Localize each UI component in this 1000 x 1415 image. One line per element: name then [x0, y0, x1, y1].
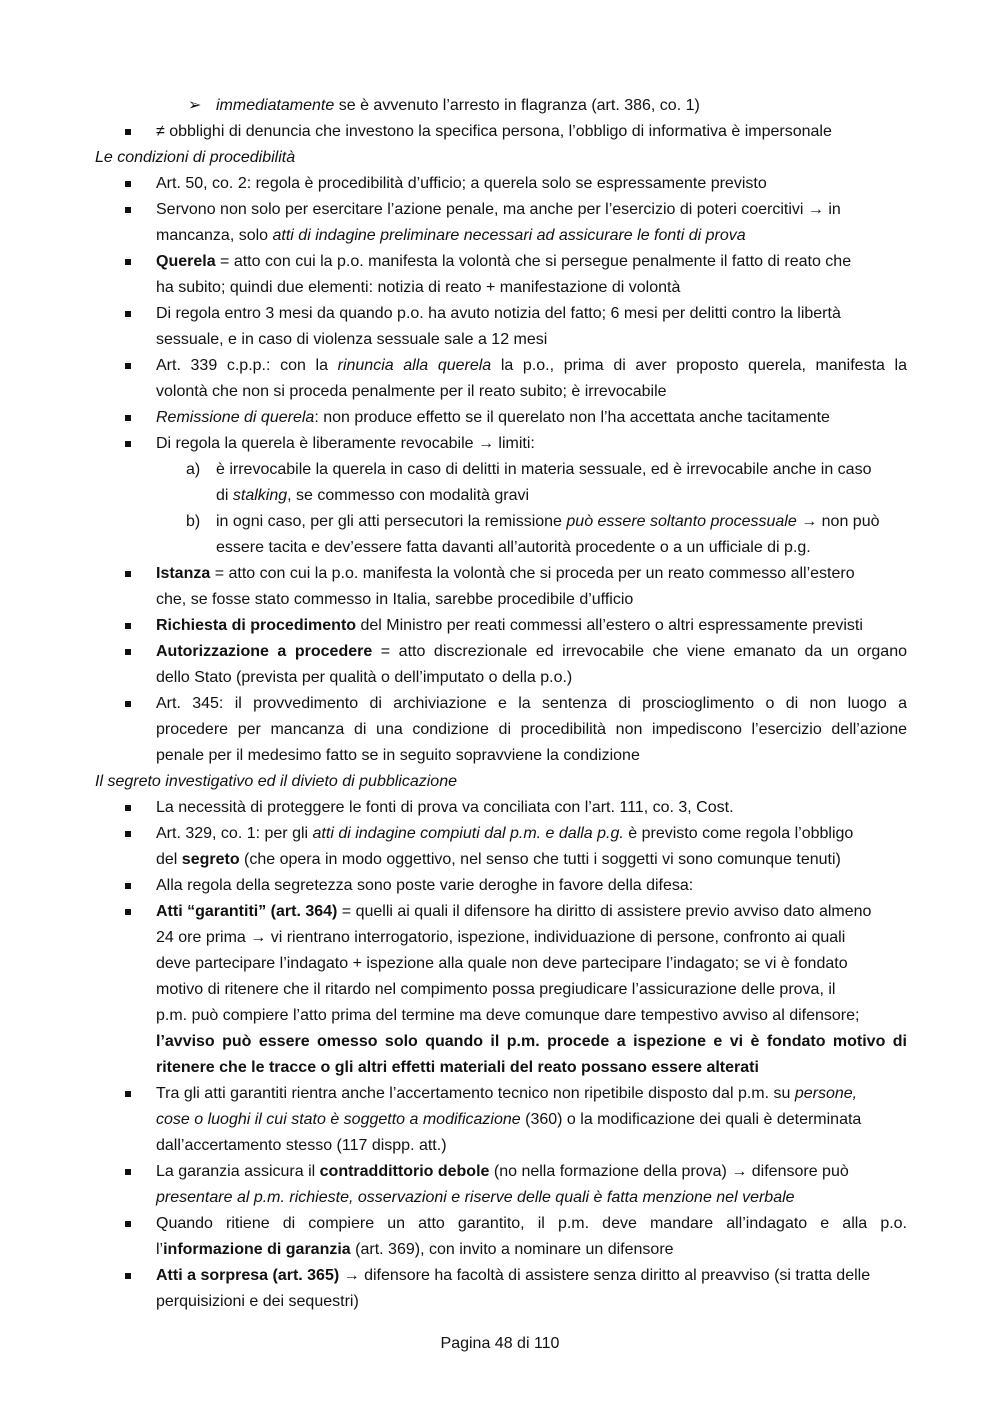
text-run: ha subito; quindi due elementi: notizia di reato + manifestazione di volontà	[156, 279, 681, 296]
bullet-continuation	[95, 1185, 907, 1211]
text-run: che, se fosse stato commesso in Italia, sarebbe procedibile d’ufficio	[156, 591, 634, 608]
bullet-continuation	[95, 717, 907, 743]
lettered-continuation	[95, 483, 907, 509]
bullet-continuation	[95, 1003, 907, 1029]
bullet-continuation	[95, 977, 907, 1003]
text-run: mancanza, solo	[156, 227, 273, 244]
text-run: Alla regola della segretezza sono poste varie deroghe in favore della difesa:	[156, 877, 694, 894]
square-bullet-icon	[125, 909, 131, 915]
square-bullet-icon	[125, 701, 131, 707]
bullet-item	[95, 691, 907, 717]
page-footer: Pagina 48 di 110	[440, 1335, 560, 1352]
bullet-item	[95, 821, 907, 847]
bold-text: l’avviso può essere omesso solo quando il p.m. procede a ispezione e vi è fondato motivo di	[156, 1033, 907, 1050]
bold-text: Autorizzazione a procedere	[156, 643, 373, 660]
text-run: motivo di ritenere che il ritardo nel compimento possa pregiudicare l’assicurazione delle prova, il	[156, 981, 836, 998]
bullet-continuation	[95, 1133, 907, 1159]
bullet-continuation	[95, 847, 907, 873]
square-bullet-icon	[125, 181, 131, 187]
bullet-continuation	[95, 587, 907, 613]
text-run: volontà che non si proceda penalmente per il reato subito; è irrevocabile	[156, 383, 667, 400]
italic-text: Remissione di querela	[156, 409, 315, 426]
bullet-item	[95, 639, 907, 665]
bullet-continuation	[95, 743, 907, 769]
bullet-item	[95, 795, 907, 821]
bullet-continuation	[95, 1237, 907, 1263]
bold-text: Atti a sorpresa (art. 365)	[156, 1267, 340, 1284]
square-bullet-icon	[125, 805, 131, 811]
text-run: Di regola entro 3 mesi da quando p.o. ha avuto notizia del fatto; 6 mesi per delitti contro la libertà	[156, 305, 841, 322]
square-bullet-icon	[125, 1169, 131, 1175]
square-bullet-icon	[125, 1221, 131, 1227]
text-run: perquisizioni e dei sequestri)	[156, 1293, 359, 1310]
square-bullet-icon	[125, 259, 131, 265]
square-bullet-icon	[125, 883, 131, 889]
square-bullet-icon	[125, 363, 131, 369]
bullet-continuation	[95, 925, 907, 951]
text-run: del Ministro per reati commessi all’estero o altri espressamente previsti	[356, 617, 863, 634]
text-run: 24 ore prima → vi rientrano interrogatorio, ispezione, individuazione di persone, confronto ai quali	[156, 929, 846, 946]
text-run: Art. 50, co. 2: regola è procedibilità d’ufficio; a querela solo se espressamente previsto	[156, 175, 767, 192]
text-run: (che opera in modo oggettivo, nel senso che tutti i soggetti vi sono comunque tenuti)	[239, 851, 841, 868]
text-run: dall’accertamento stesso (117 dispp. att.)	[156, 1137, 447, 1154]
italic-text: rinuncia alla querela	[337, 357, 492, 374]
text-run: Quando ritiene di compiere un atto garantito, il p.m. deve mandare all’indagato e alla p.o.	[156, 1215, 907, 1232]
bold-text: Atti “garantiti” (art. 364)	[156, 903, 338, 920]
bold-text: contraddittorio debole	[319, 1163, 490, 1180]
bullet-continuation	[95, 1107, 907, 1133]
bullet-item	[95, 561, 907, 587]
text-run: = quelli ai quali il difensore ha diritto di assistere previo avviso dato almeno	[337, 903, 872, 920]
text-run: l’	[156, 1241, 164, 1258]
text-run: (art. 369), con invito a nominare un difensore	[350, 1241, 674, 1258]
bullet-continuation	[95, 1029, 907, 1055]
square-bullet-icon	[125, 623, 131, 629]
text-run: essere tacita e dev’essere fatta davanti all’autorità procedente o a un ufficiale di p.g.	[216, 539, 811, 556]
text-run: Art. 339 c.p.p.: con la	[156, 357, 338, 374]
text-run: in ogni caso, per gli atti persecutori la remissione	[216, 513, 567, 530]
bullet-item	[95, 899, 907, 925]
text-run: dello Stato (prevista per qualità o dell’imputato o della p.o.)	[156, 669, 573, 686]
text-run: se è avvenuto l’arresto in flagranza (art. 386, co. 1)	[334, 97, 700, 114]
bullet-item	[95, 1081, 907, 1107]
italic-text: Il segreto investigativo ed il divieto di pubblicazione	[95, 773, 457, 790]
bullet-continuation	[95, 1055, 907, 1081]
text-run: procedere per mancanza di una condizione di procedibilità non impediscono l’esercizio dell’azione	[156, 721, 907, 738]
bold-text: ritenere che le tracce o gli altri effetti materiali del reato possano essere alterati	[156, 1059, 759, 1076]
text-run: La garanzia assicura il	[156, 1163, 320, 1180]
bullet-continuation	[95, 1289, 907, 1315]
text-run: ≠ obblighi di denuncia che investono la specifica persona, l’obbligo di informativa è impersonale	[156, 123, 832, 140]
text-run: di	[216, 487, 233, 504]
list-letter: b)	[186, 513, 201, 530]
bullet-item	[95, 197, 907, 223]
italic-text: cose o luoghi il cui stato è soggetto a modificazione	[156, 1111, 521, 1128]
text-run: è previsto come regola l’obbligo	[623, 825, 854, 842]
text-run: → difensore ha facoltà di assistere senza diritto al preavviso (si tratta delle	[339, 1267, 871, 1284]
page-body	[95, 93, 907, 1315]
text-run: è irrevocabile la querela in caso di delitti in materia sessuale, ed è irrevocabile anche in caso	[216, 461, 872, 478]
text-run: La necessità di proteggere le fonti di prova va conciliata con l’art. 111, co. 3, Cost.	[156, 799, 734, 816]
text-run: = atto discrezionale ed irrevocabile che viene emanato da un organo	[372, 643, 907, 660]
text-run: → non può	[796, 513, 880, 530]
bullet-continuation	[95, 379, 907, 405]
italic-text: può essere soltanto processuale	[566, 513, 797, 530]
text-run: = atto con cui la p.o. manifesta la volontà che si persegue penalmente il fatto di reato che	[215, 253, 852, 270]
bullet-continuation	[95, 665, 907, 691]
square-bullet-icon	[125, 311, 131, 317]
arrow-bullet-icon: ➢	[188, 97, 202, 114]
list-letter: a)	[186, 461, 201, 478]
square-bullet-icon	[125, 831, 131, 837]
bullet-item	[95, 249, 907, 275]
italic-text: Le condizioni di procedibilità	[95, 149, 296, 166]
section-heading	[95, 145, 907, 171]
text-run: del	[156, 851, 182, 868]
bullet-item	[95, 353, 907, 379]
square-bullet-icon	[125, 415, 131, 421]
bullet-item	[95, 431, 907, 457]
text-run: = atto con cui la p.o. manifesta la volontà che si proceda per un reato commesso all’estero	[210, 565, 855, 582]
italic-text: atti di indagine compiuti dal p.m. e dalla p.g.	[312, 825, 624, 842]
square-bullet-icon	[125, 441, 131, 447]
sub-bullet-item	[95, 93, 907, 119]
text-run: p.m. può compiere l’atto prima del termine ma deve comunque dare tempestivo avviso al difensore;	[156, 1007, 860, 1024]
text-run: Tra gli atti garantiti rientra anche l’accertamento tecnico non ripetibile disposto dal p.m. su	[156, 1085, 795, 1102]
bullet-continuation	[95, 951, 907, 977]
italic-text: persone,	[794, 1085, 858, 1102]
lettered-item	[95, 509, 907, 535]
section-heading	[95, 769, 907, 795]
italic-text: presentare al p.m. richieste, osservazioni e riserve delle quali è fatta menzione nel verbale	[156, 1189, 795, 1206]
text-run: sessuale, e in caso di violenza sessuale sale a 12 mesi	[156, 331, 548, 348]
bold-text: informazione di garanzia	[163, 1241, 351, 1258]
text-run: Art. 329, co. 1: per gli	[156, 825, 313, 842]
bullet-item	[95, 1159, 907, 1185]
text-run: la p.o., prima di aver proposto querela, manifesta la	[491, 357, 908, 374]
bullet-item	[95, 119, 907, 145]
italic-text: stalking	[232, 487, 288, 504]
text-run: : non produce effetto se il querelato non l’ha accettata anche tacitamente	[314, 409, 830, 426]
bullet-item	[95, 1211, 907, 1237]
text-run: Di regola la querela è liberamente revocabile → limiti:	[156, 435, 535, 452]
bullet-continuation	[95, 223, 907, 249]
square-bullet-icon	[125, 129, 131, 135]
text-run: deve partecipare l’indagato + ispezione alla quale non deve partecipare l’indagato; se vi è fondato	[156, 955, 848, 972]
text-run: Art. 345: il provvedimento di archiviazione e la sentenza di proscioglimento o di non luogo a	[156, 695, 907, 712]
square-bullet-icon	[125, 571, 131, 577]
italic-text: immediatamente	[216, 97, 335, 114]
square-bullet-icon	[125, 1273, 131, 1279]
bullet-item	[95, 301, 907, 327]
bold-text: Richiesta di procedimento	[156, 617, 357, 634]
bullet-item	[95, 405, 907, 431]
text-run: Servono non solo per esercitare l’azione penale, ma anche per l’esercizio di poteri coercitivi → in	[156, 201, 841, 218]
bullet-continuation	[95, 275, 907, 301]
bullet-item	[95, 873, 907, 899]
text-run: (360) o la modificazione dei quali è determinata	[520, 1111, 862, 1128]
text-run: penale per il medesimo fatto se in seguito sopravviene la condizione	[156, 747, 640, 764]
square-bullet-icon	[125, 649, 131, 655]
bold-text: Istanza	[156, 565, 211, 582]
bold-text: segreto	[181, 851, 240, 868]
bullet-continuation	[95, 327, 907, 353]
bullet-item	[95, 1263, 907, 1289]
text-run: , se commesso con modalità gravi	[287, 487, 530, 504]
lettered-continuation	[95, 535, 907, 561]
square-bullet-icon	[125, 1091, 131, 1097]
bullet-item	[95, 613, 907, 639]
bold-text: Querela	[156, 253, 216, 270]
lettered-item	[95, 457, 907, 483]
text-run: (no nella formazione della prova) → difensore può	[489, 1163, 849, 1180]
bullet-item	[95, 171, 907, 197]
square-bullet-icon	[125, 207, 131, 213]
italic-text: atti di indagine preliminare necessari ad assicurare le fonti di prova	[272, 227, 746, 244]
